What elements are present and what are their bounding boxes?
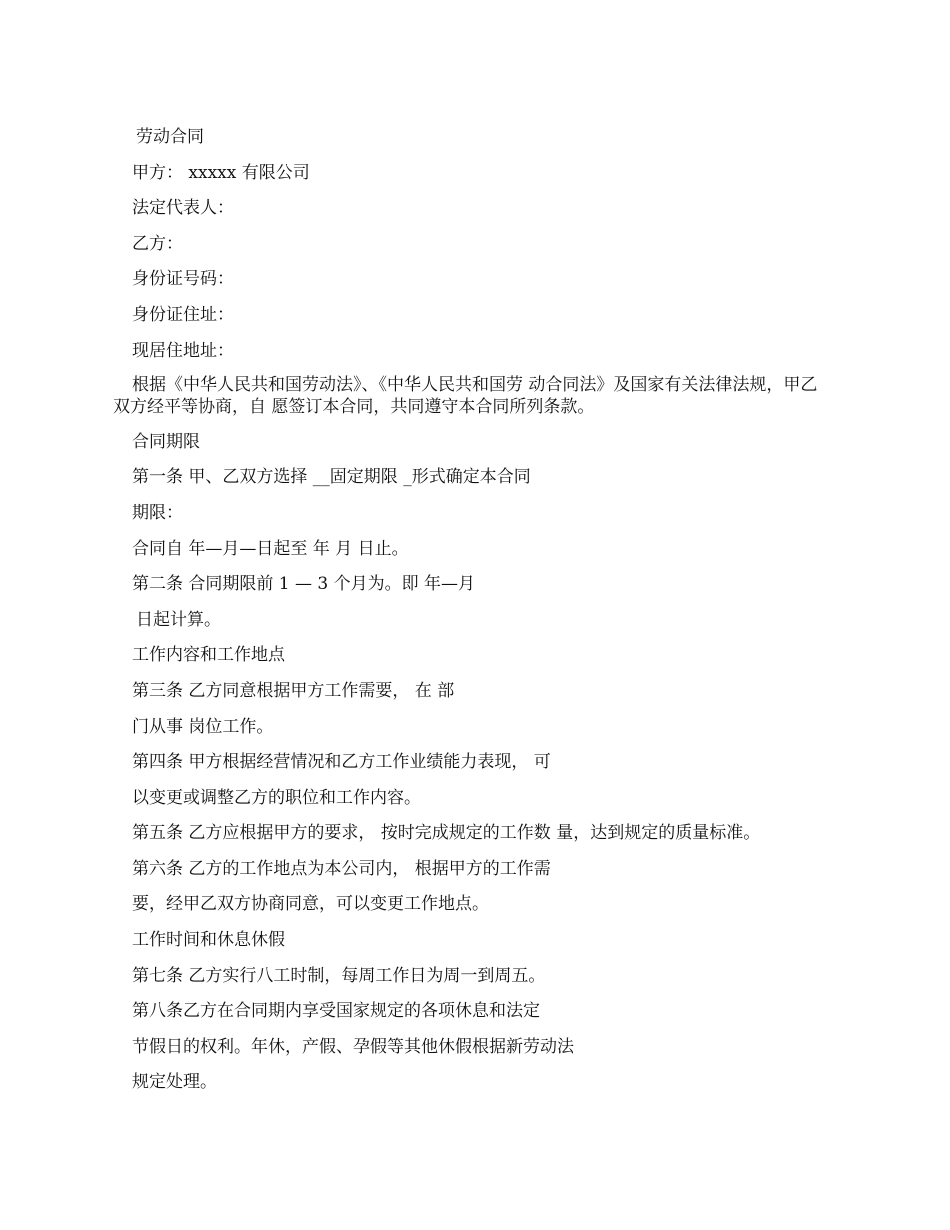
document-body xyxy=(113,125,833,1106)
article-3-line-2: 门从事 岗位工作。 xyxy=(132,716,274,737)
preamble-paragraph: 根据《中华人民共和国劳动法》、《中华人民共和国劳 动合同法》及国家有关法律法规，甲乙双方经平等协商，自 愿签订本合同，共同遵守本合同所列条款。 xyxy=(113,375,818,418)
article-4-line-2: 以变更或调整乙方的职位和工作内容。 xyxy=(132,787,421,808)
legal-representative-line: 法定代表人： xyxy=(132,198,234,219)
party-a-line: 甲方： xxxxx 有限公司 xyxy=(132,162,310,183)
article-1-line-2: 期限： xyxy=(132,502,183,523)
article-8-line-2: 节假日的权利。年休，产假、孕假等其他休假根据新劳动法 xyxy=(132,1036,574,1057)
article-8-line-3: 规定处理。 xyxy=(132,1072,217,1093)
id-address-line: 身份证住址： xyxy=(132,304,234,325)
article-6-line-2: 要，经甲乙双方协商同意，可以变更工作地点。 xyxy=(132,894,489,915)
section-heading-work-content: 工作内容和工作地点 xyxy=(132,645,285,666)
article-2-line-2: 日起计算。 xyxy=(136,609,221,630)
article-4-line-1: 第四条 甲方根据经营情况和乙方工作业绩能力表现， 可 xyxy=(132,752,551,773)
article-2-line-1: 第二条 合同期限前 1 — 3 个月为。即 年—月 xyxy=(132,574,476,595)
article-6-line-1: 第六条 乙方的工作地点为本公司内， 根据甲方的工作需 xyxy=(132,858,551,879)
article-1-line-1: 第一条 甲、乙双方选择 __固定期限 _形式确定本合同 xyxy=(132,467,531,488)
article-7-line: 第七条 乙方实行八工时制，每周工作日为周一到周五。 xyxy=(132,965,546,986)
article-1-line-3: 合同自 年—月—日起至 年 月 日止。 xyxy=(132,538,409,559)
document-title: 劳动合同 xyxy=(136,127,204,147)
article-3-line-1: 第三条 乙方同意根据甲方工作需要， 在 部 xyxy=(132,680,455,701)
current-address-line: 现居住地址： xyxy=(132,340,234,361)
section-heading-contract-term: 合同期限 xyxy=(132,431,200,452)
article-5-line: 第五条 乙方应根据甲方的要求， 按时完成规定的工作数 量，达到规定的质量标准。 xyxy=(132,823,761,844)
article-8-line-1: 第八条乙方在合同期内享受国家规定的各项休息和法定 xyxy=(132,1001,540,1022)
section-heading-work-hours: 工作时间和休息休假 xyxy=(132,930,285,951)
party-b-line: 乙方： xyxy=(132,233,183,254)
id-number-line: 身份证号码： xyxy=(132,269,234,290)
